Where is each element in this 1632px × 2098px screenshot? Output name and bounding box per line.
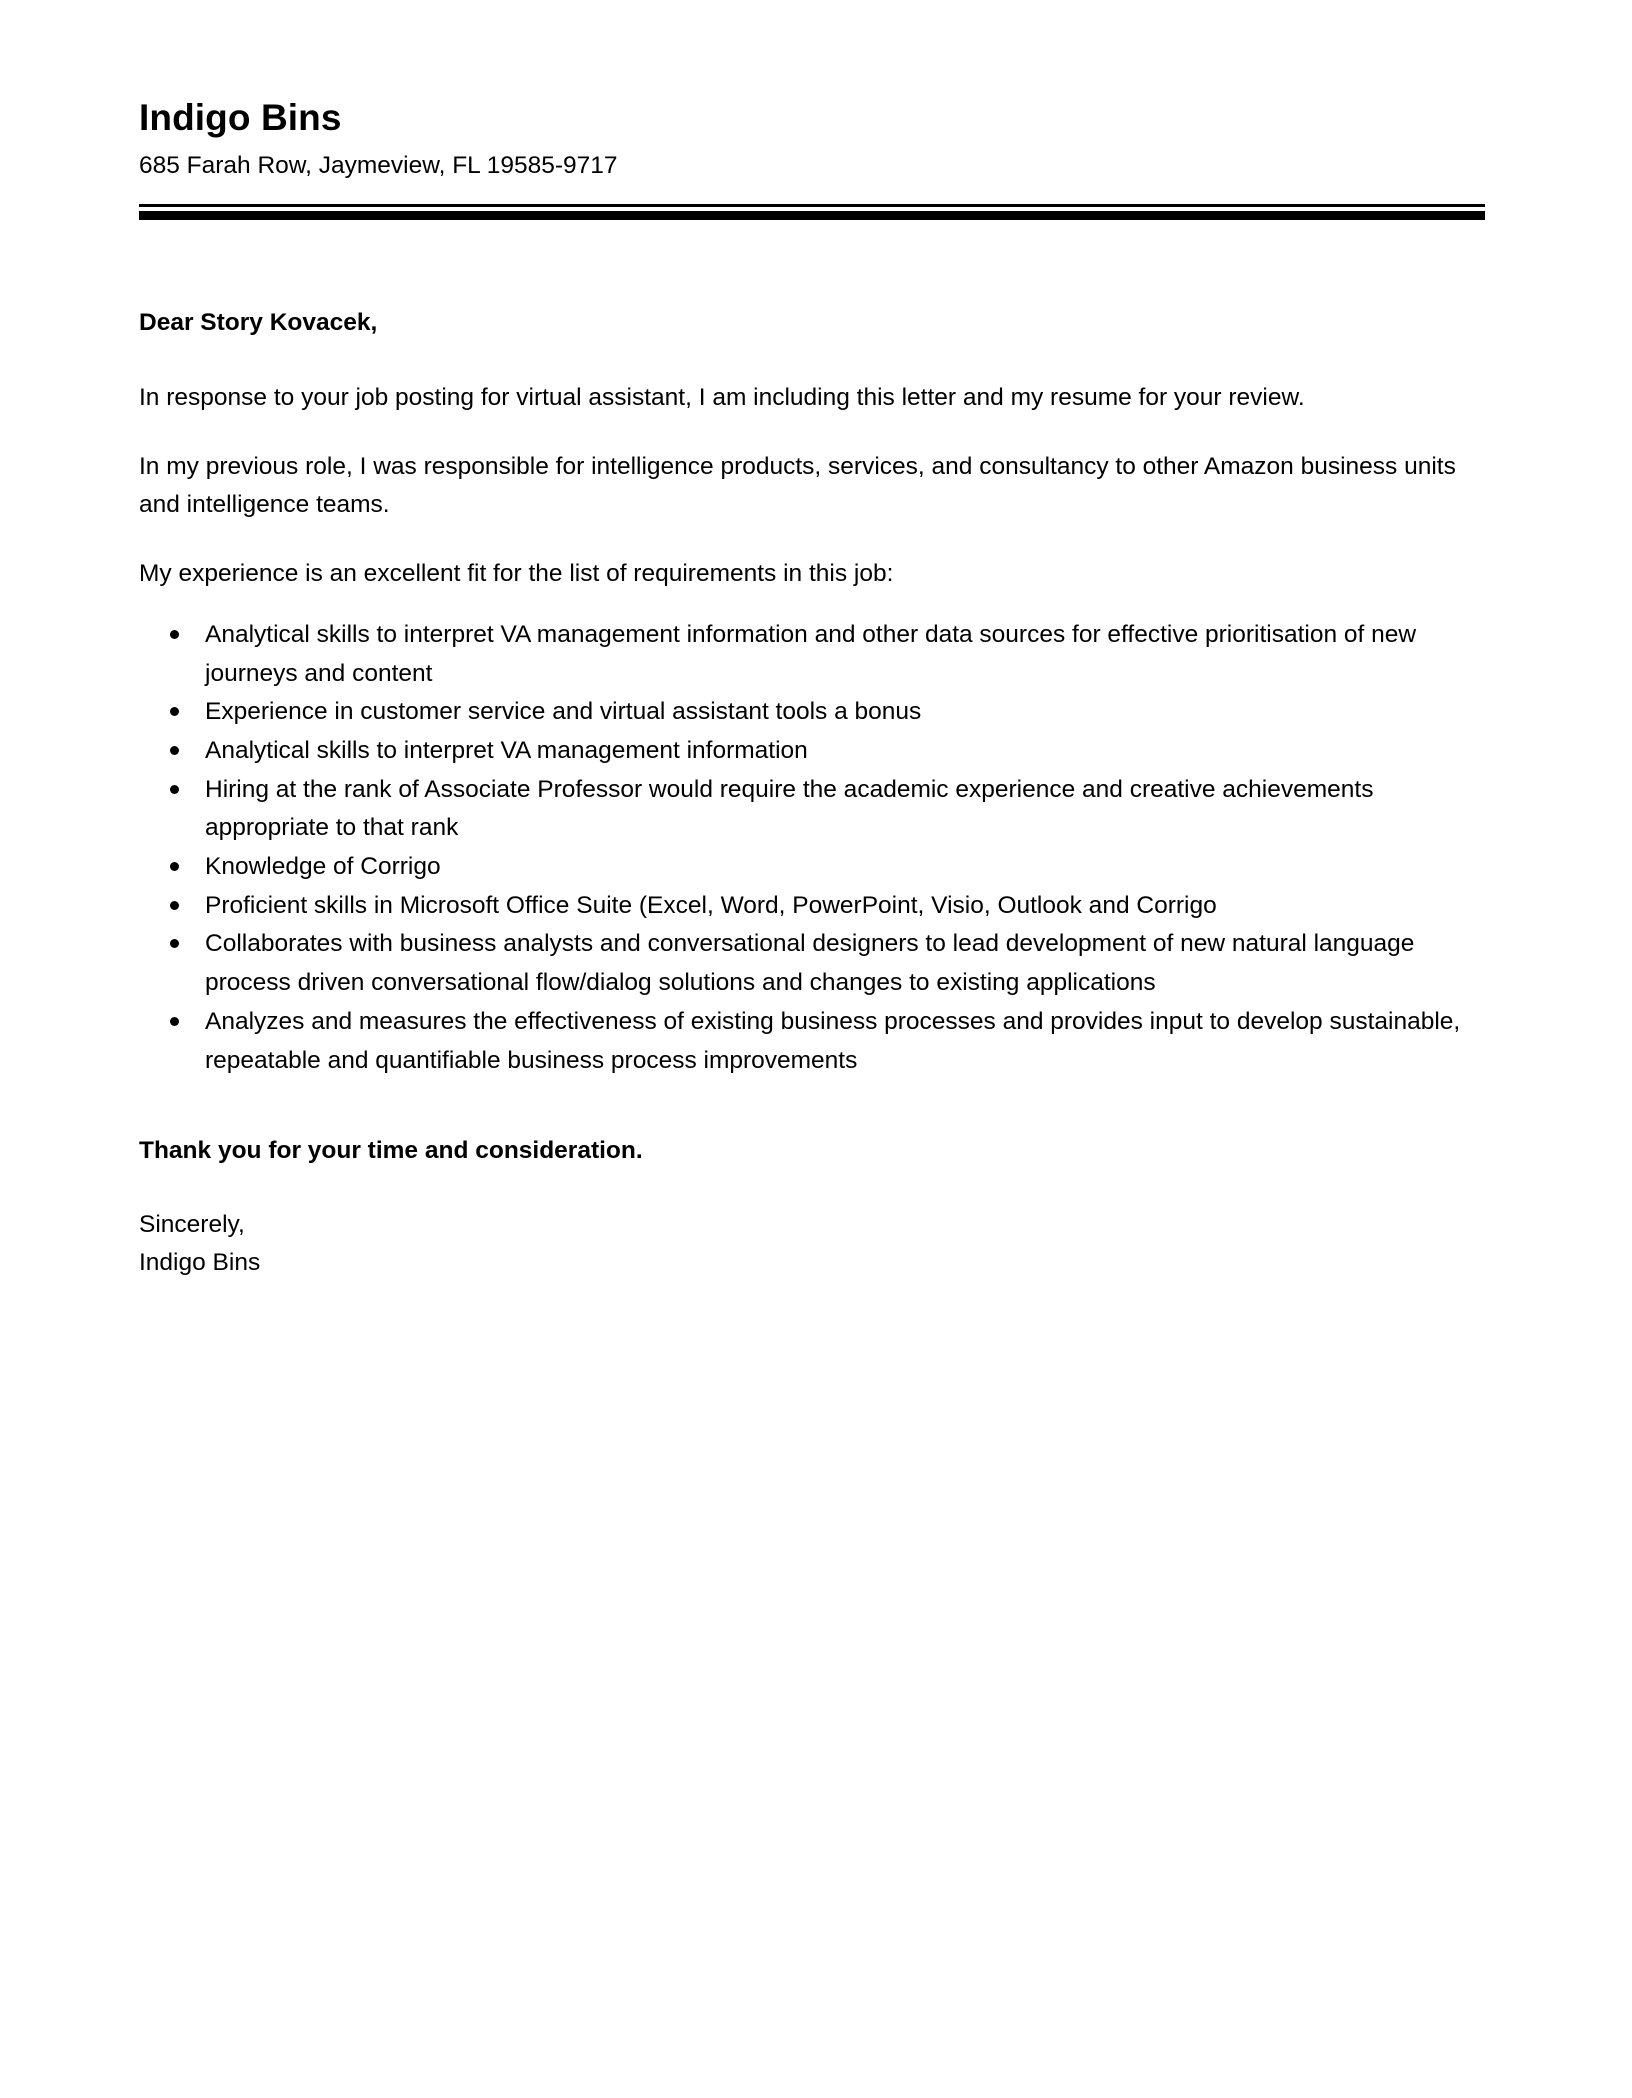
signoff-block [139, 1206, 1485, 1283]
sender-name: Indigo Bins [139, 97, 342, 138]
list-item [158, 771, 1485, 848]
list-item [158, 887, 1485, 926]
list-item-text: Analytical skills to interpret VA management information [205, 736, 808, 764]
document-content-column [139, 0, 1485, 1283]
list-item [158, 1003, 1485, 1080]
list-item [158, 693, 1485, 732]
bullet-disc-icon [170, 901, 179, 910]
header-divider-thick-bar [139, 211, 1485, 220]
list-item-text: Proficient skills in Microsoft Office Suite (Excel, Word, PowerPoint, Visio, Outlook and Corrigo [205, 891, 1217, 919]
closing-thanks: Thank you for your time and consideration. [139, 1137, 643, 1165]
bullet-disc-icon [170, 630, 179, 639]
bullet-disc-icon [170, 746, 179, 755]
requirements-intro: My experience is an excellent fit for the list of requirements in this job: [139, 560, 894, 588]
requirements-list [139, 616, 1485, 1080]
signoff-salutation: Sincerely, [139, 1210, 245, 1238]
bullet-disc-icon [170, 707, 179, 716]
list-item-text: Experience in customer service and virtual assistant tools a bonus [205, 698, 922, 726]
list-item [158, 732, 1485, 771]
bullet-disc-icon [170, 862, 179, 871]
salutation: Dear Story Kovacek, [139, 308, 378, 336]
letter-body [139, 306, 1485, 1283]
list-item [158, 925, 1485, 1002]
list-item-text: Analyzes and measures the effectiveness of existing business processes and provides input to develop sustainable, repeatable and quantifiable business process improvements [205, 1007, 1461, 1074]
signature-name: Indigo Bins [139, 1249, 261, 1277]
bullet-disc-icon [170, 939, 179, 948]
header-divider [139, 204, 1485, 220]
list-item-text: Knowledge of Corrigo [205, 853, 441, 881]
list-item [158, 616, 1485, 693]
paragraph-opening: In response to your job posting for virtual assistant, I am including this letter and my resume for your review. [139, 384, 1305, 412]
sender-address: 685 Farah Row, Jaymeview, FL 19585-9717 [139, 151, 618, 179]
list-item-text: Hiring at the rank of Associate Professor would require the academic experience and creative achievements appropriate to that rank [205, 775, 1374, 842]
bullet-disc-icon [170, 1017, 179, 1026]
list-item-text: Analytical skills to interpret VA management information and other data sources for effective prioritisation of new journeys and content [205, 620, 1417, 687]
paragraph-experience: In my previous role, I was responsible for intelligence products, services, and consultancy to other Amazon business units and intelligence teams. [139, 452, 1456, 519]
list-item-text: Collaborates with business analysts and conversational designers to lead development of new natural language process driven conversational flow/dialog solutions and changes to existing applications [205, 930, 1415, 997]
list-item [158, 848, 1485, 887]
bullet-disc-icon [170, 785, 179, 794]
letterhead [139, 0, 1485, 220]
